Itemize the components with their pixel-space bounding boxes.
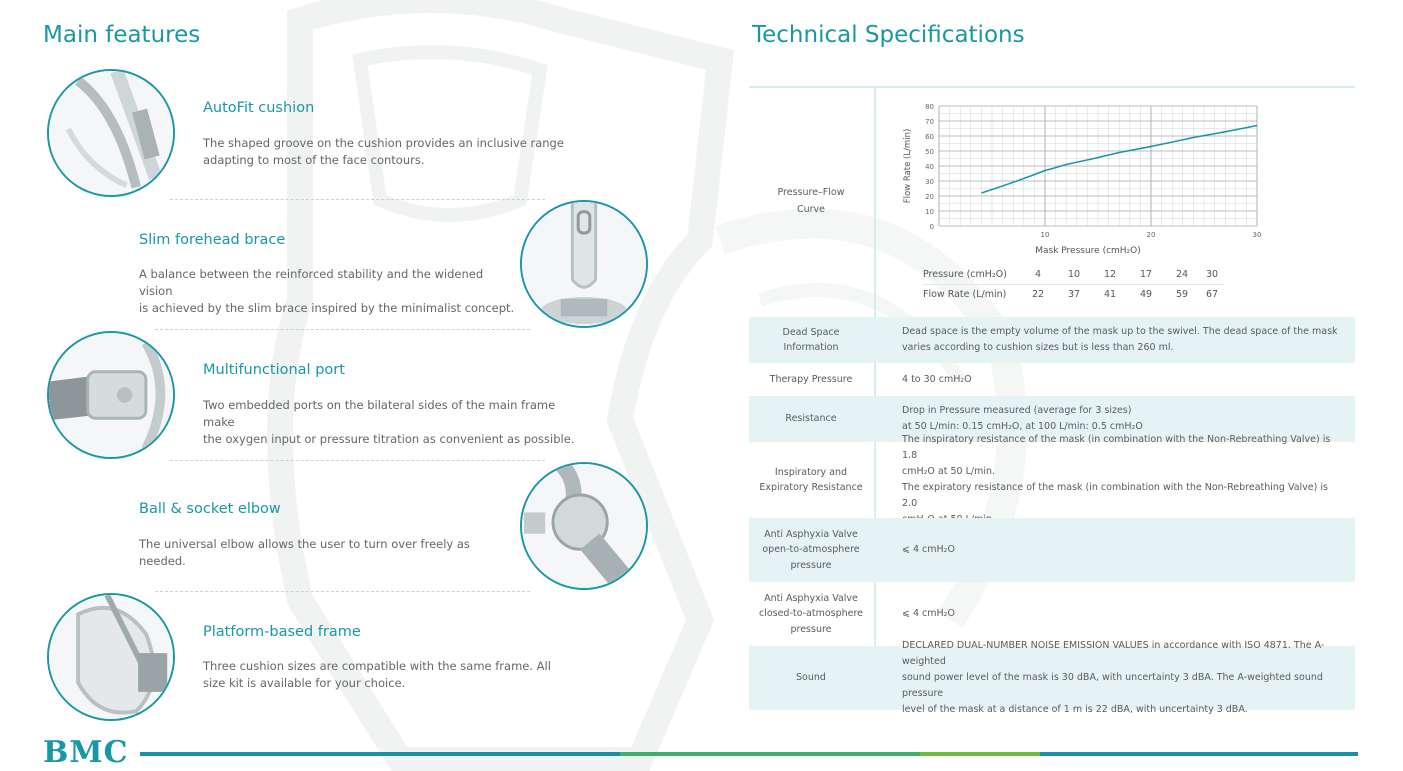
spec-label: Dead Space Information bbox=[782, 326, 840, 353]
spec-label: Sound bbox=[796, 672, 826, 684]
divider bbox=[155, 591, 530, 592]
footer-rule-accent bbox=[920, 752, 1040, 756]
spec-row-inspiratory-expiratory bbox=[749, 434, 1355, 518]
y-tick-label: 80 bbox=[925, 103, 934, 111]
spec-row-therapy-pressure bbox=[749, 363, 1355, 396]
spec-value: Dead space is the empty volume of the mask up to the swivel. The dead space of the mask varies according to cushion sizes but is less than 260 ml. bbox=[902, 326, 1338, 353]
spec-value: Drop in Pressure measured (average for 3 sizes) at 50 L/min: 0.15 cmH₂O, at 100 L/min: 0.5 cmH₂O bbox=[902, 405, 1143, 432]
bmc-logo: BMC bbox=[43, 735, 129, 770]
feature-title-ball-socket-elbow: Ball & socket elbow bbox=[139, 501, 281, 517]
x-tick-label: 30 bbox=[1252, 231, 1262, 239]
table-cell: 49 bbox=[1139, 289, 1153, 300]
y-tick-label: 10 bbox=[925, 208, 934, 216]
spec-row-aav-open bbox=[749, 518, 1355, 582]
x-tick-label: 20 bbox=[1146, 231, 1156, 239]
spec-value: The inspiratory resistance of the mask (in combination with the Non-Rebreathing Valve) is 1.8 cmH₂O at 50 L/min. The expiratory resistance of the mask (in combination with the Non-Rebreathing Valve) is 2.0 bbox=[902, 434, 1331, 509]
table-cell: 4 bbox=[1034, 269, 1042, 280]
spec-value: ⩽ 4 cmH₂O bbox=[902, 608, 955, 619]
y-tick-label: 0 bbox=[929, 223, 934, 231]
pressure-flow-chart bbox=[895, 98, 1275, 263]
spec-row-dead-space bbox=[749, 317, 1355, 363]
y-tick-label: 20 bbox=[925, 193, 934, 201]
spec-label: Inspiratory and Expiratory Resistance bbox=[759, 466, 863, 493]
feature-title-platform-based-frame: Platform-based frame bbox=[203, 624, 361, 640]
table-cell: 59 bbox=[1175, 289, 1189, 300]
feature-desc-autofit-cushion: The shaped groove on the cushion provides an inclusive range adapting to most of the face contours. bbox=[203, 136, 564, 167]
table-cell: 41 bbox=[1103, 289, 1117, 300]
divider bbox=[170, 199, 545, 200]
feature-desc-platform-based-frame: Three cushion sizes are compatible with the same frame. All size kit is available for your choice. bbox=[203, 659, 551, 690]
y-tick-label: 70 bbox=[925, 118, 934, 126]
y-tick-label: 30 bbox=[925, 178, 934, 186]
spec-value: ⩽ 4 cmH₂O bbox=[902, 544, 955, 555]
table-row bbox=[923, 285, 1224, 305]
table-cell: 30 bbox=[1205, 269, 1219, 280]
table-header: Flow Rate (L/min) bbox=[923, 289, 1007, 300]
table-cell: 22 bbox=[1031, 289, 1045, 300]
pressure-flow-table bbox=[923, 265, 1224, 304]
y-tick-label: 50 bbox=[925, 148, 934, 156]
spec-top-rule bbox=[749, 86, 1355, 88]
y-tick-label: 60 bbox=[925, 133, 934, 141]
feature-desc-multifunctional-port: Two embedded ports on the bilateral sides of the main frame make the oxygen input or pressure titration as convenient as possible. bbox=[203, 398, 575, 446]
y-tick-label: 40 bbox=[925, 163, 934, 171]
spec-value: DECLARED DUAL-NUMBER NOISE EMISSION VALUES in accordance with ISO 4871. The A-weighted sound power level of the mask is 30 dBA, with uncertainty 3 dBA. The A-weighted sound pressure level of the mask at a distance of 1 m is 22 dBA, with uncertainty 3 dBA. bbox=[902, 640, 1325, 715]
x-tick-label: 10 bbox=[1040, 231, 1050, 239]
table-cell: 12 bbox=[1103, 269, 1117, 280]
table-header: Pressure (cmH₂O) bbox=[923, 269, 1007, 280]
platform-based-frame-image bbox=[47, 593, 175, 721]
spec-value: 4 to 30 cmH₂O bbox=[902, 373, 972, 385]
spec-label: Therapy Pressure bbox=[769, 373, 853, 385]
feature-title-slim-forehead-brace: Slim forehead brace bbox=[139, 232, 286, 248]
technical-specifications-title: Technical Specifications bbox=[752, 22, 1025, 48]
spec-label: Anti Asphyxia Valve closed-to-atmosphere pressure bbox=[758, 592, 864, 635]
spec-row-sound bbox=[749, 640, 1355, 715]
autofit-cushion-image bbox=[47, 69, 175, 197]
feature-desc-slim-forehead-brace: A balance between the reinforced stability and the widened vision is achieved by the slim brace inspired by the minimalist concept. bbox=[139, 267, 515, 315]
feature-title-multifunctional-port: Multifunctional port bbox=[203, 362, 345, 378]
table-cell: 37 bbox=[1067, 289, 1081, 300]
pressure-flow-label: Pressure–Flow Curve bbox=[777, 187, 845, 215]
footer-rule-accent bbox=[620, 752, 920, 756]
divider bbox=[170, 460, 545, 461]
table-row bbox=[923, 265, 1224, 285]
table-cell: 24 bbox=[1175, 269, 1189, 280]
spec-label: Resistance bbox=[785, 413, 837, 425]
spec-row-aav-closed bbox=[749, 582, 1355, 646]
table-cell: 67 bbox=[1205, 289, 1219, 300]
x-axis-label: Mask Pressure (cmH₂O) bbox=[1035, 246, 1141, 256]
feature-title-autofit-cushion: AutoFit cushion bbox=[203, 100, 315, 116]
y-axis-label: Flow Rate (L/min) bbox=[903, 128, 913, 204]
table-cell: 17 bbox=[1139, 269, 1153, 280]
ball-socket-elbow-image bbox=[520, 462, 648, 590]
spec-label: Anti Asphyxia Valve open-to-atmosphere pressure bbox=[762, 528, 860, 571]
feature-desc-ball-socket-elbow: The universal elbow allows the user to turn over freely as needed. bbox=[139, 537, 470, 568]
table-cell: 10 bbox=[1067, 269, 1081, 280]
divider bbox=[155, 329, 530, 330]
main-features-title: Main features bbox=[43, 22, 201, 48]
slim-forehead-brace-image bbox=[520, 200, 648, 328]
multifunctional-port-image bbox=[47, 331, 175, 459]
